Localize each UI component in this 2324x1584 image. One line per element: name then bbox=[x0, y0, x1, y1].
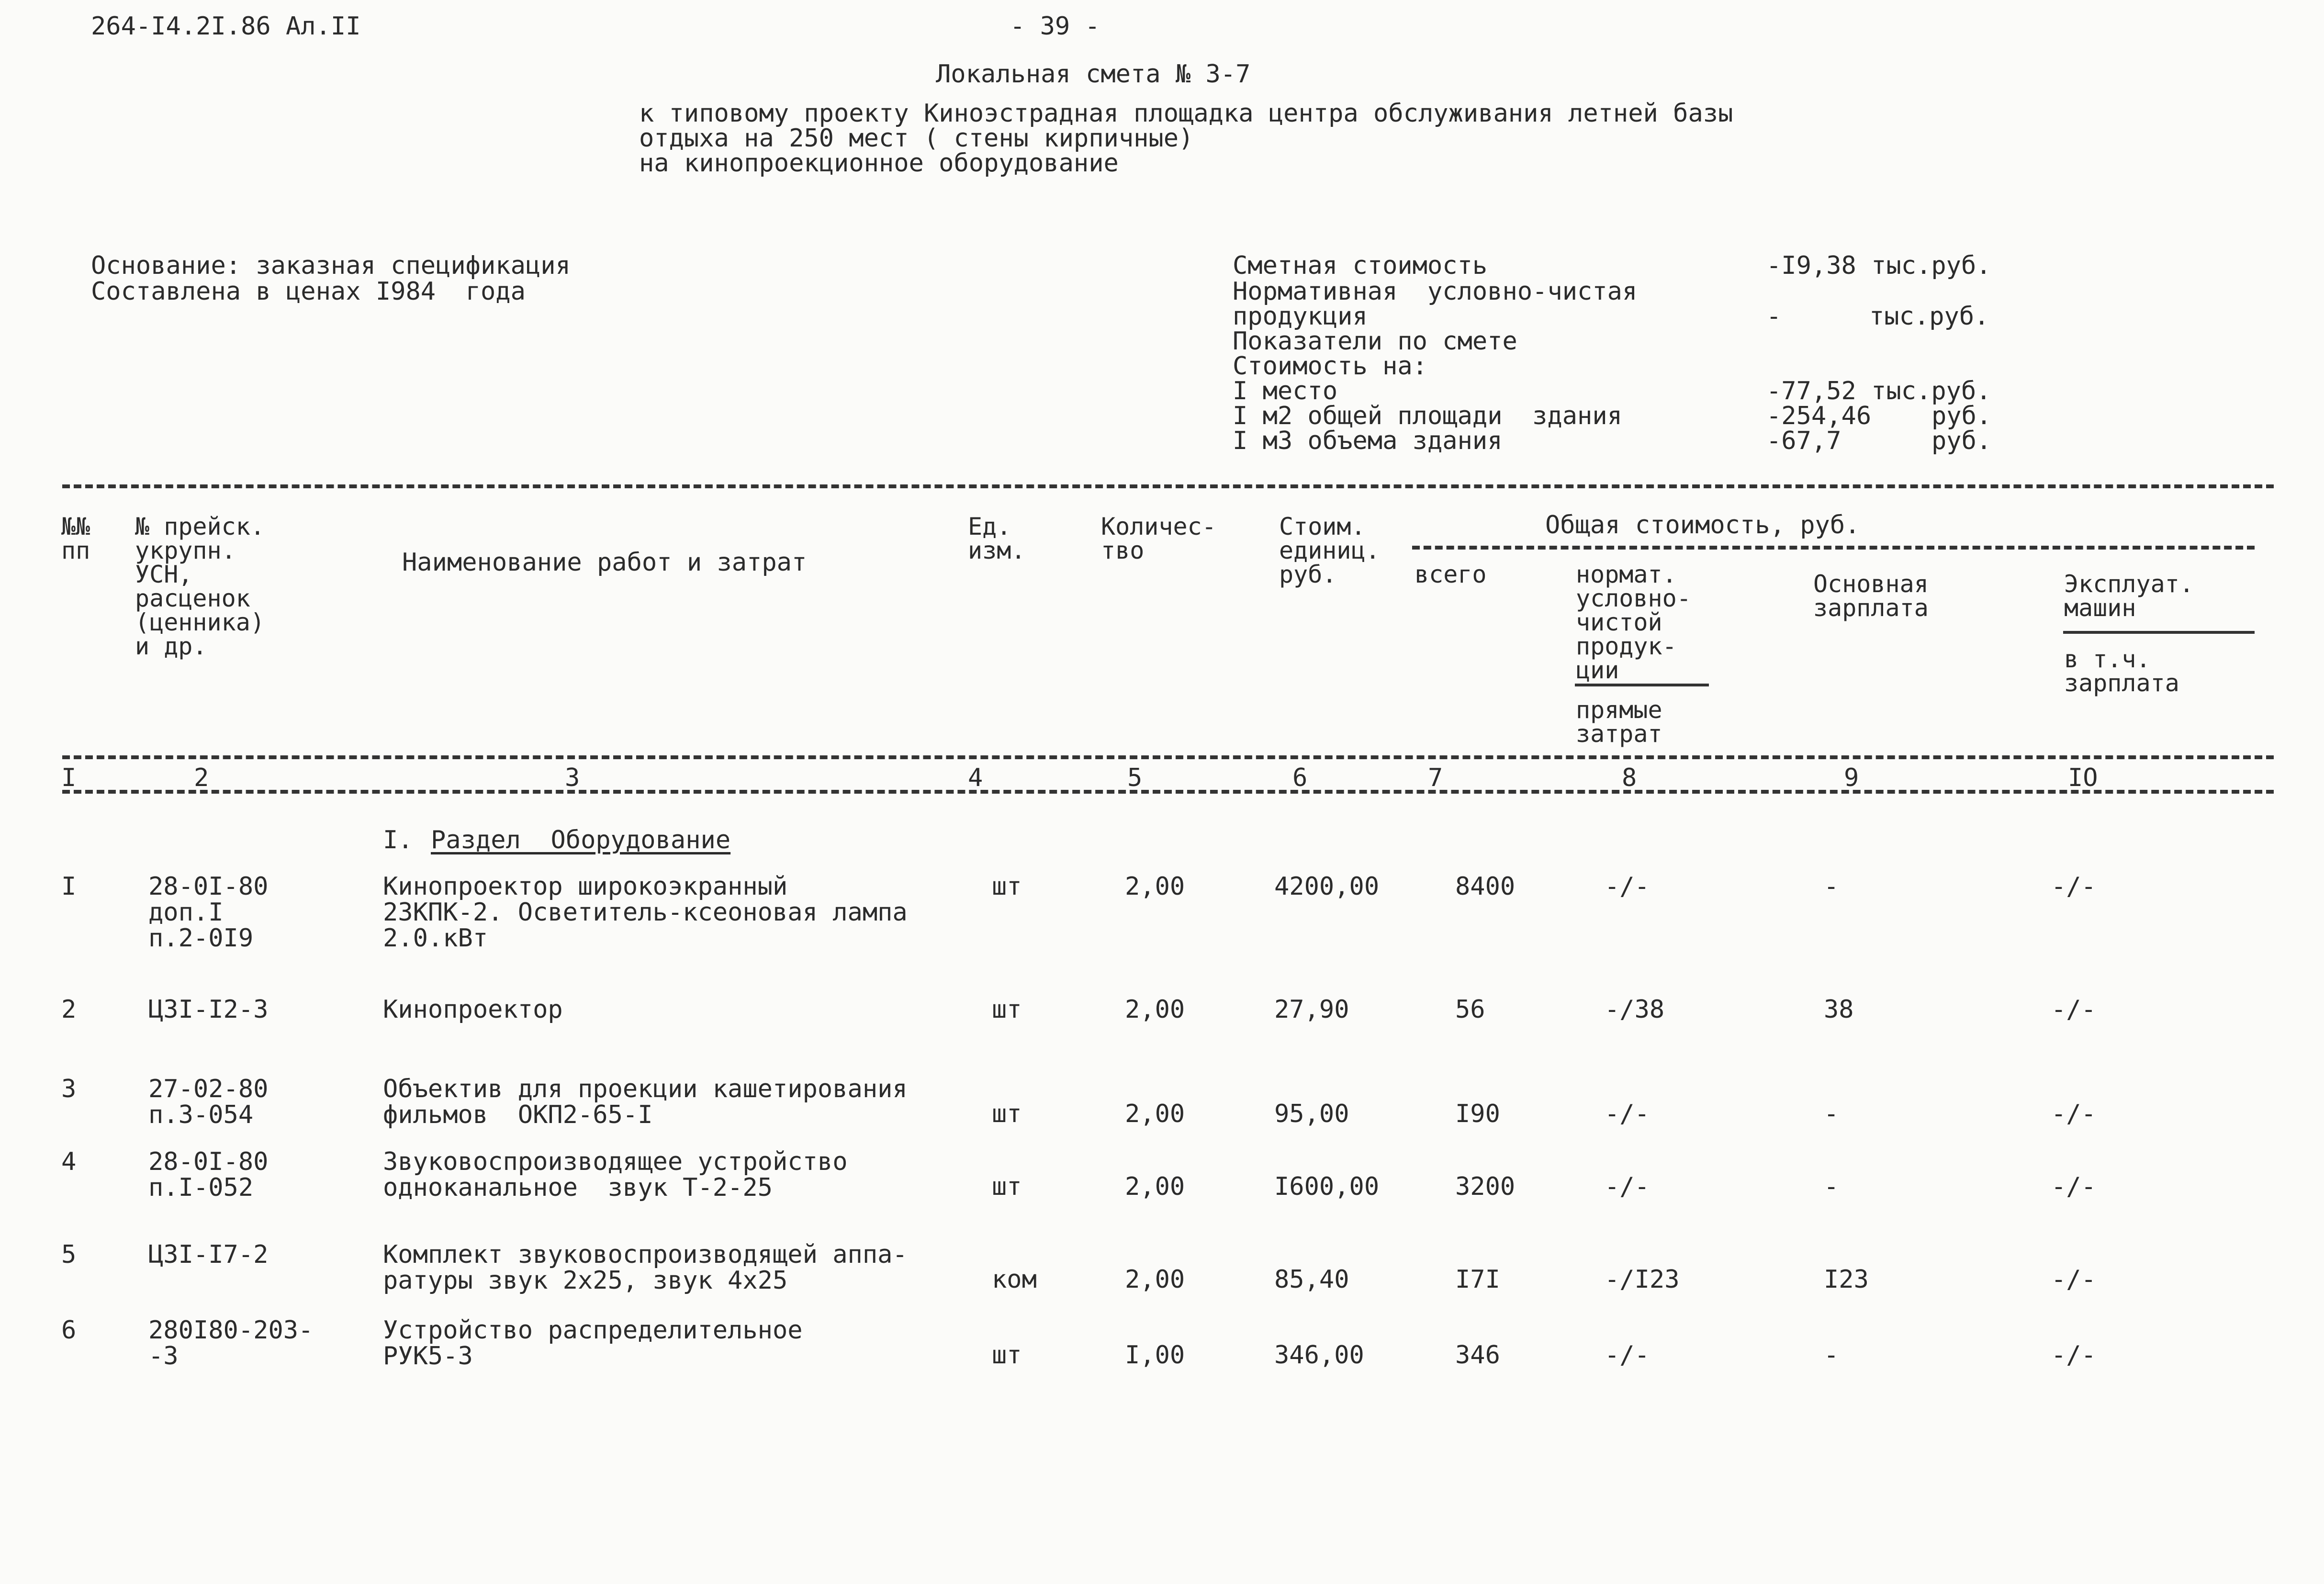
col-header-total: всего bbox=[1415, 561, 1487, 588]
row-total: I90 bbox=[1455, 1100, 1500, 1128]
row-number: 2 bbox=[61, 995, 77, 1024]
row-base-wage: - bbox=[1824, 1341, 1839, 1370]
table-top-rule bbox=[62, 484, 2274, 488]
per-place-label: I место bbox=[1233, 377, 1338, 405]
row-number: 5 bbox=[61, 1240, 77, 1269]
col-header-quantity: Количес- тво bbox=[1101, 513, 1216, 564]
row-base-wage: I23 bbox=[1824, 1265, 1869, 1294]
row-price-code: 28-0I-80 п.I-052 bbox=[148, 1147, 269, 1202]
indicators-label: Показатели по смете bbox=[1233, 327, 1517, 356]
row-unit: шт bbox=[992, 1100, 1022, 1128]
col-header-price-list: № прейск. укрупн. УСН, расценок (ценника) и др. bbox=[135, 513, 265, 660]
per-m3-unit: руб. bbox=[1931, 427, 1992, 455]
column-number-rule bbox=[62, 790, 2274, 794]
row-work-name: Объектив для проекции кашетирования фильмов ОКП2-65-I bbox=[383, 1075, 908, 1129]
row-total: 56 bbox=[1455, 995, 1485, 1024]
row-normative: -/- bbox=[1605, 1341, 1650, 1370]
row-quantity: 2,00 bbox=[1125, 1100, 1185, 1128]
row-base-wage: 38 bbox=[1824, 995, 1854, 1024]
row-price-code: 280I80-203- -3 bbox=[148, 1316, 314, 1371]
col-number-7: 7 bbox=[1428, 764, 1443, 792]
row-unit-cost: 346,00 bbox=[1274, 1341, 1364, 1370]
col-header-normative: нормат. условно- чистой продук- ции bbox=[1576, 561, 1691, 684]
col-number-1: I bbox=[61, 764, 77, 792]
col-number-8: 8 bbox=[1622, 764, 1637, 792]
row-quantity: 2,00 bbox=[1125, 1172, 1185, 1201]
subtitle-line-3: на кинопроекционное оборудование bbox=[639, 149, 1119, 178]
row-normative: -/- bbox=[1605, 1100, 1650, 1128]
row-total: 3200 bbox=[1455, 1172, 1516, 1201]
header-bottom-rule bbox=[62, 755, 2274, 759]
col-header-unit: Ед. изм. bbox=[968, 513, 1026, 564]
row-machines: -/- bbox=[2051, 872, 2096, 901]
total-group-rule bbox=[1412, 546, 2255, 550]
per-m3-label: I м3 объема здания bbox=[1233, 427, 1503, 455]
row-machines: -/- bbox=[2051, 1265, 2096, 1294]
col-header-number: №№ пп bbox=[61, 513, 90, 564]
row-quantity: 2,00 bbox=[1125, 1265, 1185, 1294]
row-unit-cost: I600,00 bbox=[1274, 1172, 1380, 1201]
col-header-total-group: Общая стоимость, руб. bbox=[1545, 511, 1860, 539]
col-number-2: 2 bbox=[194, 764, 209, 792]
row-total: 8400 bbox=[1455, 872, 1516, 901]
row-machines: -/- bbox=[2051, 995, 2096, 1024]
per-m2-label: I м2 общей площади здания bbox=[1233, 402, 1622, 430]
section-title: Раздел Оборудование bbox=[431, 826, 731, 854]
row-price-code: ЦЗI-I2-3 bbox=[148, 995, 269, 1024]
row-work-name: Устройство распределительное РУК5-3 bbox=[383, 1316, 803, 1371]
row-machines: -/- bbox=[2051, 1172, 2096, 1201]
row-machines: -/- bbox=[2051, 1341, 2096, 1370]
col-number-9: 9 bbox=[1844, 764, 1859, 792]
row-work-name: Комплект звуковоспроизводящей аппа- ратуры звук 2х25, звук 4х25 bbox=[383, 1240, 908, 1295]
row-unit: шт bbox=[992, 1172, 1022, 1201]
col-number-5: 5 bbox=[1127, 764, 1143, 792]
row-normative: -/I23 bbox=[1605, 1265, 1680, 1294]
cost-value: -I9,38 тыс.руб. bbox=[1766, 251, 1991, 280]
row-price-code: ЦЗI-I7-2 bbox=[148, 1240, 269, 1269]
row-total: I7I bbox=[1455, 1265, 1500, 1294]
row-base-wage: - bbox=[1824, 872, 1839, 901]
row-normative: -/- bbox=[1605, 1172, 1650, 1201]
row-quantity: 2,00 bbox=[1125, 995, 1185, 1024]
row-unit-cost: 27,90 bbox=[1274, 995, 1349, 1024]
row-total: 346 bbox=[1455, 1341, 1500, 1370]
row-number: 6 bbox=[61, 1316, 77, 1345]
row-unit-cost: 95,00 bbox=[1274, 1100, 1349, 1128]
row-number: I bbox=[61, 872, 77, 901]
row-quantity: 2,00 bbox=[1125, 872, 1185, 901]
document-code: 264-I4.2I.86 Ал.II bbox=[91, 12, 361, 41]
row-normative: -/38 bbox=[1605, 995, 1665, 1024]
subtitle-line-2: отдыха на 250 мест ( стены кирпичные) bbox=[639, 124, 1194, 153]
col-header-unit-cost: Стоим. единиц. руб. bbox=[1279, 513, 1380, 588]
normative-value-dash: - bbox=[1766, 302, 1782, 331]
row-base-wage: - bbox=[1824, 1172, 1839, 1201]
cost-label: Сметная стоимость bbox=[1233, 251, 1488, 280]
row-unit: шт bbox=[992, 995, 1022, 1024]
row-work-name: Кинопроектор широкоэкранный 23КПК-2. Осветитель-ксеоновая лампа 2.0.кВт bbox=[383, 872, 908, 953]
col-number-4: 4 bbox=[968, 764, 983, 792]
basis-line-2: Составлена в ценах I984 года bbox=[91, 277, 526, 306]
row-quantity: I,00 bbox=[1125, 1341, 1185, 1370]
row-unit-cost: 4200,00 bbox=[1274, 872, 1380, 901]
normative-label-1: Нормативная условно-чистая bbox=[1233, 277, 1638, 306]
row-price-code: 27-02-80 п.3-054 bbox=[148, 1075, 269, 1129]
page-number: - 39 - bbox=[1010, 12, 1100, 41]
cost-per-label: Стоимость на: bbox=[1233, 352, 1427, 381]
col-number-10: IO bbox=[2068, 764, 2098, 792]
col-number-3: 3 bbox=[565, 764, 580, 792]
col-number-6: 6 bbox=[1292, 764, 1308, 792]
row-work-name: Кинопроектор bbox=[383, 995, 563, 1024]
row-number: 3 bbox=[61, 1075, 77, 1103]
per-m2-value: -254,46 bbox=[1766, 402, 1872, 430]
col-header-machines: Эксплуат. машин bbox=[2064, 570, 2194, 622]
estimate-title: Локальная смета № 3-7 bbox=[936, 60, 1251, 89]
col-header-base-wage: Основная зарплата bbox=[1813, 570, 1929, 622]
row-work-name: Звуковоспроизводящее устройство одноканальное звук Т-2-25 bbox=[383, 1147, 848, 1202]
col-header-direct-costs: прямые затрат bbox=[1576, 696, 1662, 748]
row-normative: -/- bbox=[1605, 872, 1650, 901]
row-unit: шт bbox=[992, 1341, 1022, 1370]
machine-split-rule bbox=[2063, 631, 2255, 634]
normative-label-2: продукция bbox=[1233, 302, 1368, 331]
row-price-code: 28-0I-80 доп.I п.2-0I9 bbox=[148, 872, 269, 953]
per-m3-value: -67,7 bbox=[1766, 427, 1841, 455]
col-header-name: Наименование работ и затрат bbox=[402, 548, 807, 577]
basis-line-1: Основание: заказная спецификация bbox=[91, 251, 571, 280]
row-unit: шт bbox=[992, 872, 1022, 901]
section-number: I. bbox=[383, 826, 413, 854]
row-unit: ком bbox=[992, 1265, 1037, 1294]
normative-value-unit: тыс.руб. bbox=[1869, 302, 1989, 331]
subtitle-line-1: к типовому проекту Киноэстрадная площадка центра обслуживания летней базы bbox=[639, 99, 1733, 128]
col-header-machine-wage: в т.ч. зарплата bbox=[2064, 645, 2179, 697]
row-machines: -/- bbox=[2051, 1100, 2096, 1128]
per-place-value: -77,52 тыс.руб. bbox=[1766, 377, 1991, 405]
row-number: 4 bbox=[61, 1147, 77, 1176]
per-m2-unit: руб. bbox=[1931, 402, 1992, 430]
row-unit-cost: 85,40 bbox=[1274, 1265, 1349, 1294]
row-base-wage: - bbox=[1824, 1100, 1839, 1128]
